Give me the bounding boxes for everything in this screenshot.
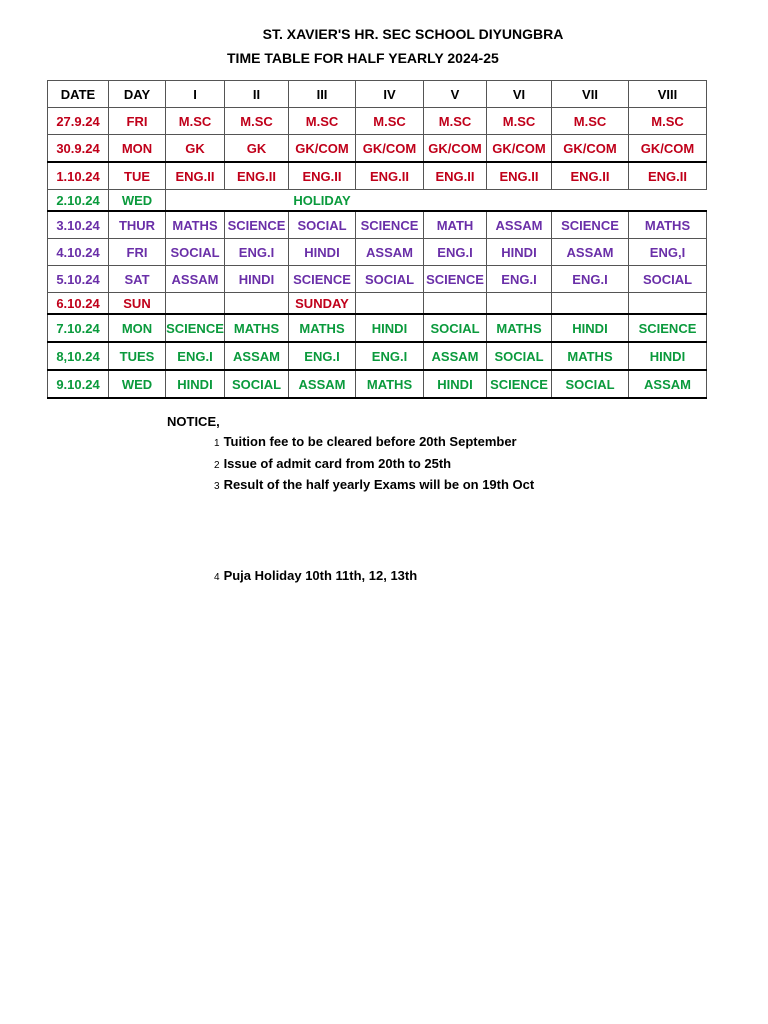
notice-heading: NOTICE, <box>167 414 220 429</box>
subject-cell: HINDI <box>356 314 424 342</box>
empty-cell <box>629 293 707 315</box>
subject-cell: ENG.II <box>289 162 356 190</box>
subject-cell: SCIENCE <box>424 266 487 293</box>
subject-cell: M.SC <box>487 108 552 135</box>
subject-cell: ENG.II <box>166 162 225 190</box>
notice-item-text: Result of the half yearly Exams will be on 19th Oct <box>223 477 535 492</box>
subject-cell: MATHS <box>552 342 629 370</box>
table-row <box>48 108 707 135</box>
notice-item-text: Tuition fee to be cleared before 20th September <box>223 434 517 449</box>
subject-cell: GK <box>225 135 289 163</box>
date-cell: 7.10.24 <box>48 314 109 342</box>
table-row <box>48 342 707 370</box>
empty-cell <box>166 190 225 212</box>
column-header: VII <box>552 81 629 108</box>
holiday-label: HOLIDAY <box>289 190 356 212</box>
subject-cell: M.SC <box>356 108 424 135</box>
subject-cell: MATH <box>424 211 487 239</box>
date-cell: 30.9.24 <box>48 135 109 163</box>
column-header: DATE <box>48 81 109 108</box>
subject-cell: HINDI <box>487 239 552 266</box>
subject-cell: SOCIAL <box>552 370 629 398</box>
timetable-title: TIME TABLE FOR HALF YEARLY 2024-25 <box>227 50 499 66</box>
day-cell: WED <box>109 370 166 398</box>
notice-item-number: 1 <box>214 438 220 449</box>
date-cell: 8,10.24 <box>48 342 109 370</box>
table-row <box>48 293 707 315</box>
day-cell: SUN <box>109 293 166 315</box>
notice-item <box>214 434 517 449</box>
subject-cell: M.SC <box>289 108 356 135</box>
table-row <box>48 162 707 190</box>
subject-cell: GK/COM <box>629 135 707 163</box>
subject-cell: HINDI <box>166 370 225 398</box>
notice-item-number: 3 <box>214 481 220 492</box>
school-name: ST. XAVIER'S HR. SEC SCHOOL DIYUNGBRA <box>262 26 564 42</box>
subject-cell: GK <box>166 135 225 163</box>
day-cell: MON <box>109 135 166 163</box>
day-cell: FRI <box>109 239 166 266</box>
column-header: I <box>166 81 225 108</box>
subject-cell: ASSAM <box>289 370 356 398</box>
subject-cell: M.SC <box>166 108 225 135</box>
empty-cell <box>225 293 289 315</box>
notice-item-number: 4 <box>214 572 220 583</box>
subject-cell: ENG,I <box>629 239 707 266</box>
empty-cell <box>629 190 707 212</box>
column-header: V <box>424 81 487 108</box>
subject-cell: HINDI <box>225 266 289 293</box>
subject-cell: M.SC <box>225 108 289 135</box>
column-header: VIII <box>629 81 707 108</box>
subject-cell: M.SC <box>424 108 487 135</box>
subject-cell: ASSAM <box>487 211 552 239</box>
empty-cell <box>356 190 424 212</box>
subject-cell: SOCIAL <box>629 266 707 293</box>
subject-cell: ENG.II <box>225 162 289 190</box>
subject-cell: ASSAM <box>629 370 707 398</box>
day-cell: TUE <box>109 162 166 190</box>
date-cell: 4.10.24 <box>48 239 109 266</box>
subject-cell: ENG.I <box>356 342 424 370</box>
subject-cell: MATHS <box>487 314 552 342</box>
subject-cell: SOCIAL <box>289 211 356 239</box>
date-cell: 27.9.24 <box>48 108 109 135</box>
date-cell: 5.10.24 <box>48 266 109 293</box>
date-cell: 1.10.24 <box>48 162 109 190</box>
subject-cell: ASSAM <box>166 266 225 293</box>
subject-cell: HINDI <box>629 342 707 370</box>
subject-cell: GK/COM <box>289 135 356 163</box>
subject-cell: ENG.I <box>487 266 552 293</box>
day-cell: SAT <box>109 266 166 293</box>
empty-cell <box>424 293 487 315</box>
subject-cell: ENG.II <box>552 162 629 190</box>
subject-cell: M.SC <box>552 108 629 135</box>
day-cell: FRI <box>109 108 166 135</box>
subject-cell: ENG.II <box>424 162 487 190</box>
subject-cell: MATHS <box>356 370 424 398</box>
subject-cell: MATHS <box>629 211 707 239</box>
subject-cell: ENG.I <box>552 266 629 293</box>
subject-cell: SOCIAL <box>424 314 487 342</box>
empty-cell <box>424 190 487 212</box>
subject-cell: SOCIAL <box>225 370 289 398</box>
subject-cell: SCIENCE <box>225 211 289 239</box>
subject-cell: GK/COM <box>424 135 487 163</box>
subject-cell: ENG.I <box>225 239 289 266</box>
subject-cell: ENG.II <box>629 162 707 190</box>
day-cell: TUES <box>109 342 166 370</box>
header-row <box>48 81 707 108</box>
empty-cell <box>166 293 225 315</box>
table-row <box>48 135 707 163</box>
subject-cell: MATHS <box>225 314 289 342</box>
subject-cell: ENG.II <box>487 162 552 190</box>
subject-cell: SOCIAL <box>166 239 225 266</box>
notice-item <box>214 568 417 583</box>
column-header: III <box>289 81 356 108</box>
subject-cell: GK/COM <box>487 135 552 163</box>
day-cell: WED <box>109 190 166 212</box>
notice-item <box>214 477 534 492</box>
date-cell: 2.10.24 <box>48 190 109 212</box>
subject-cell: SCIENCE <box>629 314 707 342</box>
subject-cell: MATHS <box>289 314 356 342</box>
table-row <box>48 190 707 212</box>
column-header: II <box>225 81 289 108</box>
empty-cell <box>552 190 629 212</box>
sunday-label: SUNDAY <box>289 293 356 315</box>
date-cell: 3.10.24 <box>48 211 109 239</box>
subject-cell: HINDI <box>552 314 629 342</box>
timetable <box>47 80 707 399</box>
subject-cell: ENG.I <box>289 342 356 370</box>
subject-cell: SCIENCE <box>552 211 629 239</box>
subject-cell: SCIENCE <box>166 314 225 342</box>
day-cell: THUR <box>109 211 166 239</box>
empty-cell <box>552 293 629 315</box>
table-row <box>48 239 707 266</box>
table-row <box>48 266 707 293</box>
notice-item-text: Issue of admit card from 20th to 25th <box>223 456 452 471</box>
subject-cell: SOCIAL <box>487 342 552 370</box>
column-header: IV <box>356 81 424 108</box>
empty-cell <box>487 190 552 212</box>
date-cell: 6.10.24 <box>48 293 109 315</box>
table-row <box>48 211 707 239</box>
table-row <box>48 314 707 342</box>
subject-cell: GK/COM <box>356 135 424 163</box>
subject-cell: GK/COM <box>552 135 629 163</box>
subject-cell: SOCIAL <box>356 266 424 293</box>
subject-cell: ENG.I <box>424 239 487 266</box>
subject-cell: SCIENCE <box>356 211 424 239</box>
column-header: DAY <box>109 81 166 108</box>
empty-cell <box>356 293 424 315</box>
subject-cell: ASSAM <box>225 342 289 370</box>
subject-cell: MATHS <box>166 211 225 239</box>
subject-cell: ASSAM <box>424 342 487 370</box>
column-header: VI <box>487 81 552 108</box>
date-cell: 9.10.24 <box>48 370 109 398</box>
subject-cell: ASSAM <box>356 239 424 266</box>
subject-cell: HINDI <box>424 370 487 398</box>
subject-cell: ASSAM <box>552 239 629 266</box>
table-row <box>48 370 707 398</box>
notice-item-text: Puja Holiday 10th 11th, 12, 13th <box>223 568 418 583</box>
day-cell: MON <box>109 314 166 342</box>
notice-item-number: 2 <box>214 460 220 471</box>
subject-cell: ENG.I <box>166 342 225 370</box>
subject-cell: SCIENCE <box>289 266 356 293</box>
empty-cell <box>225 190 289 212</box>
notice-item <box>214 456 451 471</box>
subject-cell: ENG.II <box>356 162 424 190</box>
subject-cell: M.SC <box>629 108 707 135</box>
subject-cell: SCIENCE <box>487 370 552 398</box>
empty-cell <box>487 293 552 315</box>
subject-cell: HINDI <box>289 239 356 266</box>
